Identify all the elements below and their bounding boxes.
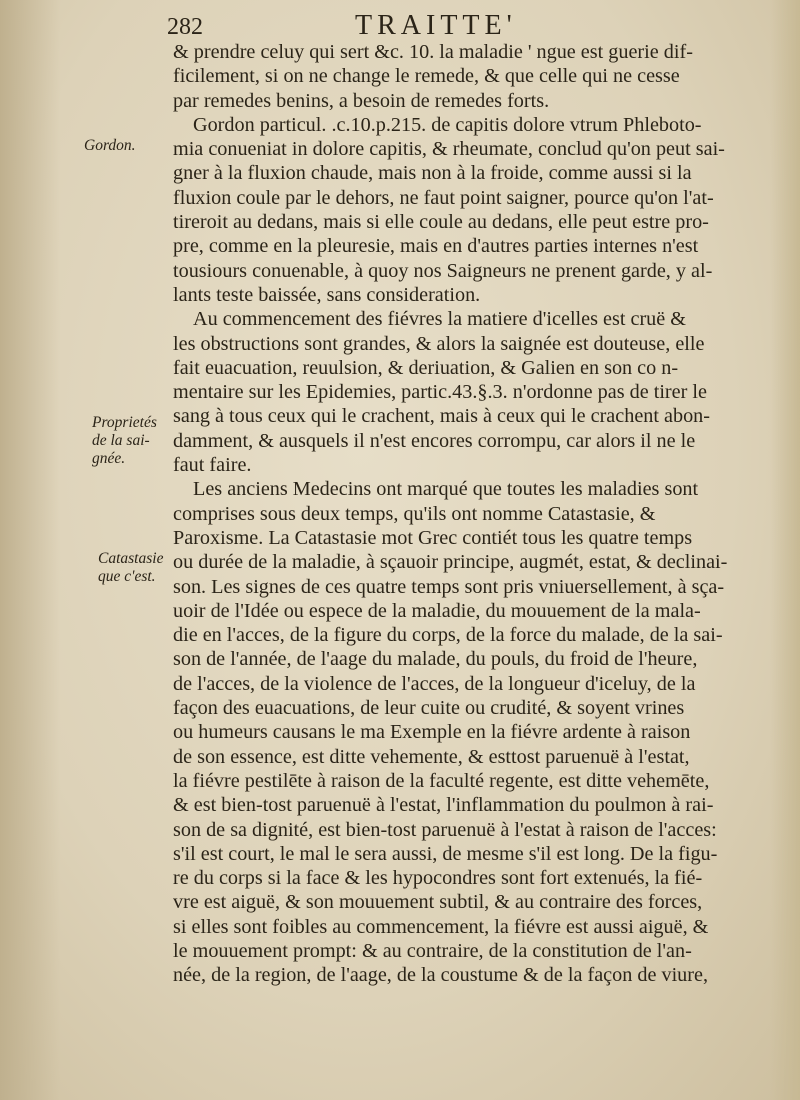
page-number: 282 — [167, 14, 203, 40]
text-line: fait euacuation, reuulsion, & deriuation, & Galien en son co n- — [173, 356, 679, 379]
body-text — [173, 40, 741, 988]
text-line: le mouuement prompt: & au contraire, de la constitution de l'an- — [173, 939, 692, 962]
text-line: re du corps si la face & les hypocondres sont fort extenués, la fié- — [173, 867, 703, 890]
text-line: & prendre celuy qui sert &c. 10. la maladie ' ngue est guerie dif- — [173, 41, 693, 63]
text-line: les obstructions sont grandes, & alors la saignée est douteuse, elle — [173, 332, 705, 355]
text-line: de l'acces, de la violence de l'acces, de la longueur d'iceluy, de la — [173, 672, 696, 695]
text-line: Au commencement des fiévres la matiere d'icelles est cruë & — [193, 308, 686, 331]
text-line: la fiévre pestilēte à raison de la faculté regente, est ditte vehemēte, — [173, 769, 710, 792]
margin-note-catastasie: Catastasie que c'est. — [98, 550, 164, 585]
text-line: mentaire sur les Epidemies, partic.43.§.3. n'ordonne pas de tirer le — [173, 381, 707, 404]
text-line: fluxion coule par le dehors, ne faut point saigner, pource qu'on l'at- — [173, 186, 714, 209]
page-edge-shadow — [770, 0, 800, 1100]
text-line: faut faire. — [173, 454, 252, 477]
text-line: damment, & ausquels il n'est encores corrompu, car alors il ne le — [173, 429, 696, 452]
text-line: de son essence, est ditte vehemente, & esttost paruenuë à l'estat, — [173, 745, 690, 768]
text-line: son de sa dignité, est bien-tost paruenuë à l'estat à raison de l'acces: — [173, 818, 717, 841]
text-line: Paroxisme. La Catastasie mot Grec contiét tous les quatre temps — [173, 526, 693, 549]
text-line: Gordon particul. .c.10.p.215. de capitis dolore vtrum Phleboto- — [193, 113, 702, 136]
text-line: sang à tous ceux qui le crachent, mais à ceux qui le crachent abon- — [173, 405, 710, 428]
text-line: s'il est court, le mal le sera aussi, de mesme s'il est long. De la figu- — [173, 842, 718, 865]
text-line: ou humeurs causans le ma Exemple en la fiévre ardente à raison — [173, 721, 691, 744]
text-line: née, de la region, de l'aage, de la coustume & de la façon de viure, — [173, 964, 709, 987]
text-line: ficilement, si on ne change le remede, & que celle qui ne cesse — [173, 65, 680, 88]
text-line: tireroit au dedans, mais si elle coule au dedans, elle peut estre pro- — [173, 211, 709, 234]
text-line: lants teste baissée, sans consideration. — [173, 283, 481, 306]
text-line: son de l'année, de l'aage du malade, du pouls, du froid de l'heure, — [173, 648, 698, 671]
text-line: comprises sous deux temps, qu'ils ont nomme Catastasie, & — [173, 502, 656, 525]
text-line: mia conueniat in dolore capitis, & rheumate, conclud qu'on peut sai- — [173, 138, 725, 161]
running-head: TRAITTE' — [355, 10, 517, 41]
text-line: die en l'acces, de la figure du corps, de la force du malade, de la sai- — [173, 624, 723, 647]
text-line: & est bien-tost paruenuë à l'estat, l'inflammation du poulmon à rai- — [173, 794, 714, 817]
page-gutter-shadow — [0, 0, 60, 1100]
text-line: par remedes benins, a besoin de remedes forts. — [173, 89, 550, 112]
margin-note-proprietes: Proprietés de la sai- gnée. — [92, 414, 157, 467]
text-line: si elles sont foibles au commencement, la fiévre est aussi aiguë, & — [173, 915, 709, 938]
text-line: uoir de l'Idée ou espece de la maladie, du mouuement de la mala- — [173, 599, 701, 622]
text-line: pre, comme en la pleuresie, mais en d'autres parties internes n'est — [173, 235, 699, 258]
text-line: vre est aiguë, & son mouuement subtil, & au contraire des forces, — [173, 891, 703, 914]
text-line: ou durée de la maladie, à sçauoir principe, augmét, estat, & declinai- — [173, 551, 728, 574]
text-line: tousiours conuenable, à quoy nos Saigneurs ne prenent garde, y al- — [173, 259, 713, 282]
text-line: son. Les signes de ces quatre temps sont pris vniuersellement, à sça- — [173, 575, 725, 598]
text-line: façon des euacuations, de leur cuite ou crudité, & soyent vrines — [173, 697, 685, 720]
text-line: gner à la fluxion chaude, mais non à la froide, comme aussi si la — [173, 162, 692, 185]
text-line: Les anciens Medecins ont marqué que toutes les maladies sont — [193, 478, 699, 501]
margin-note-gordon: Gordon. — [84, 137, 136, 154]
